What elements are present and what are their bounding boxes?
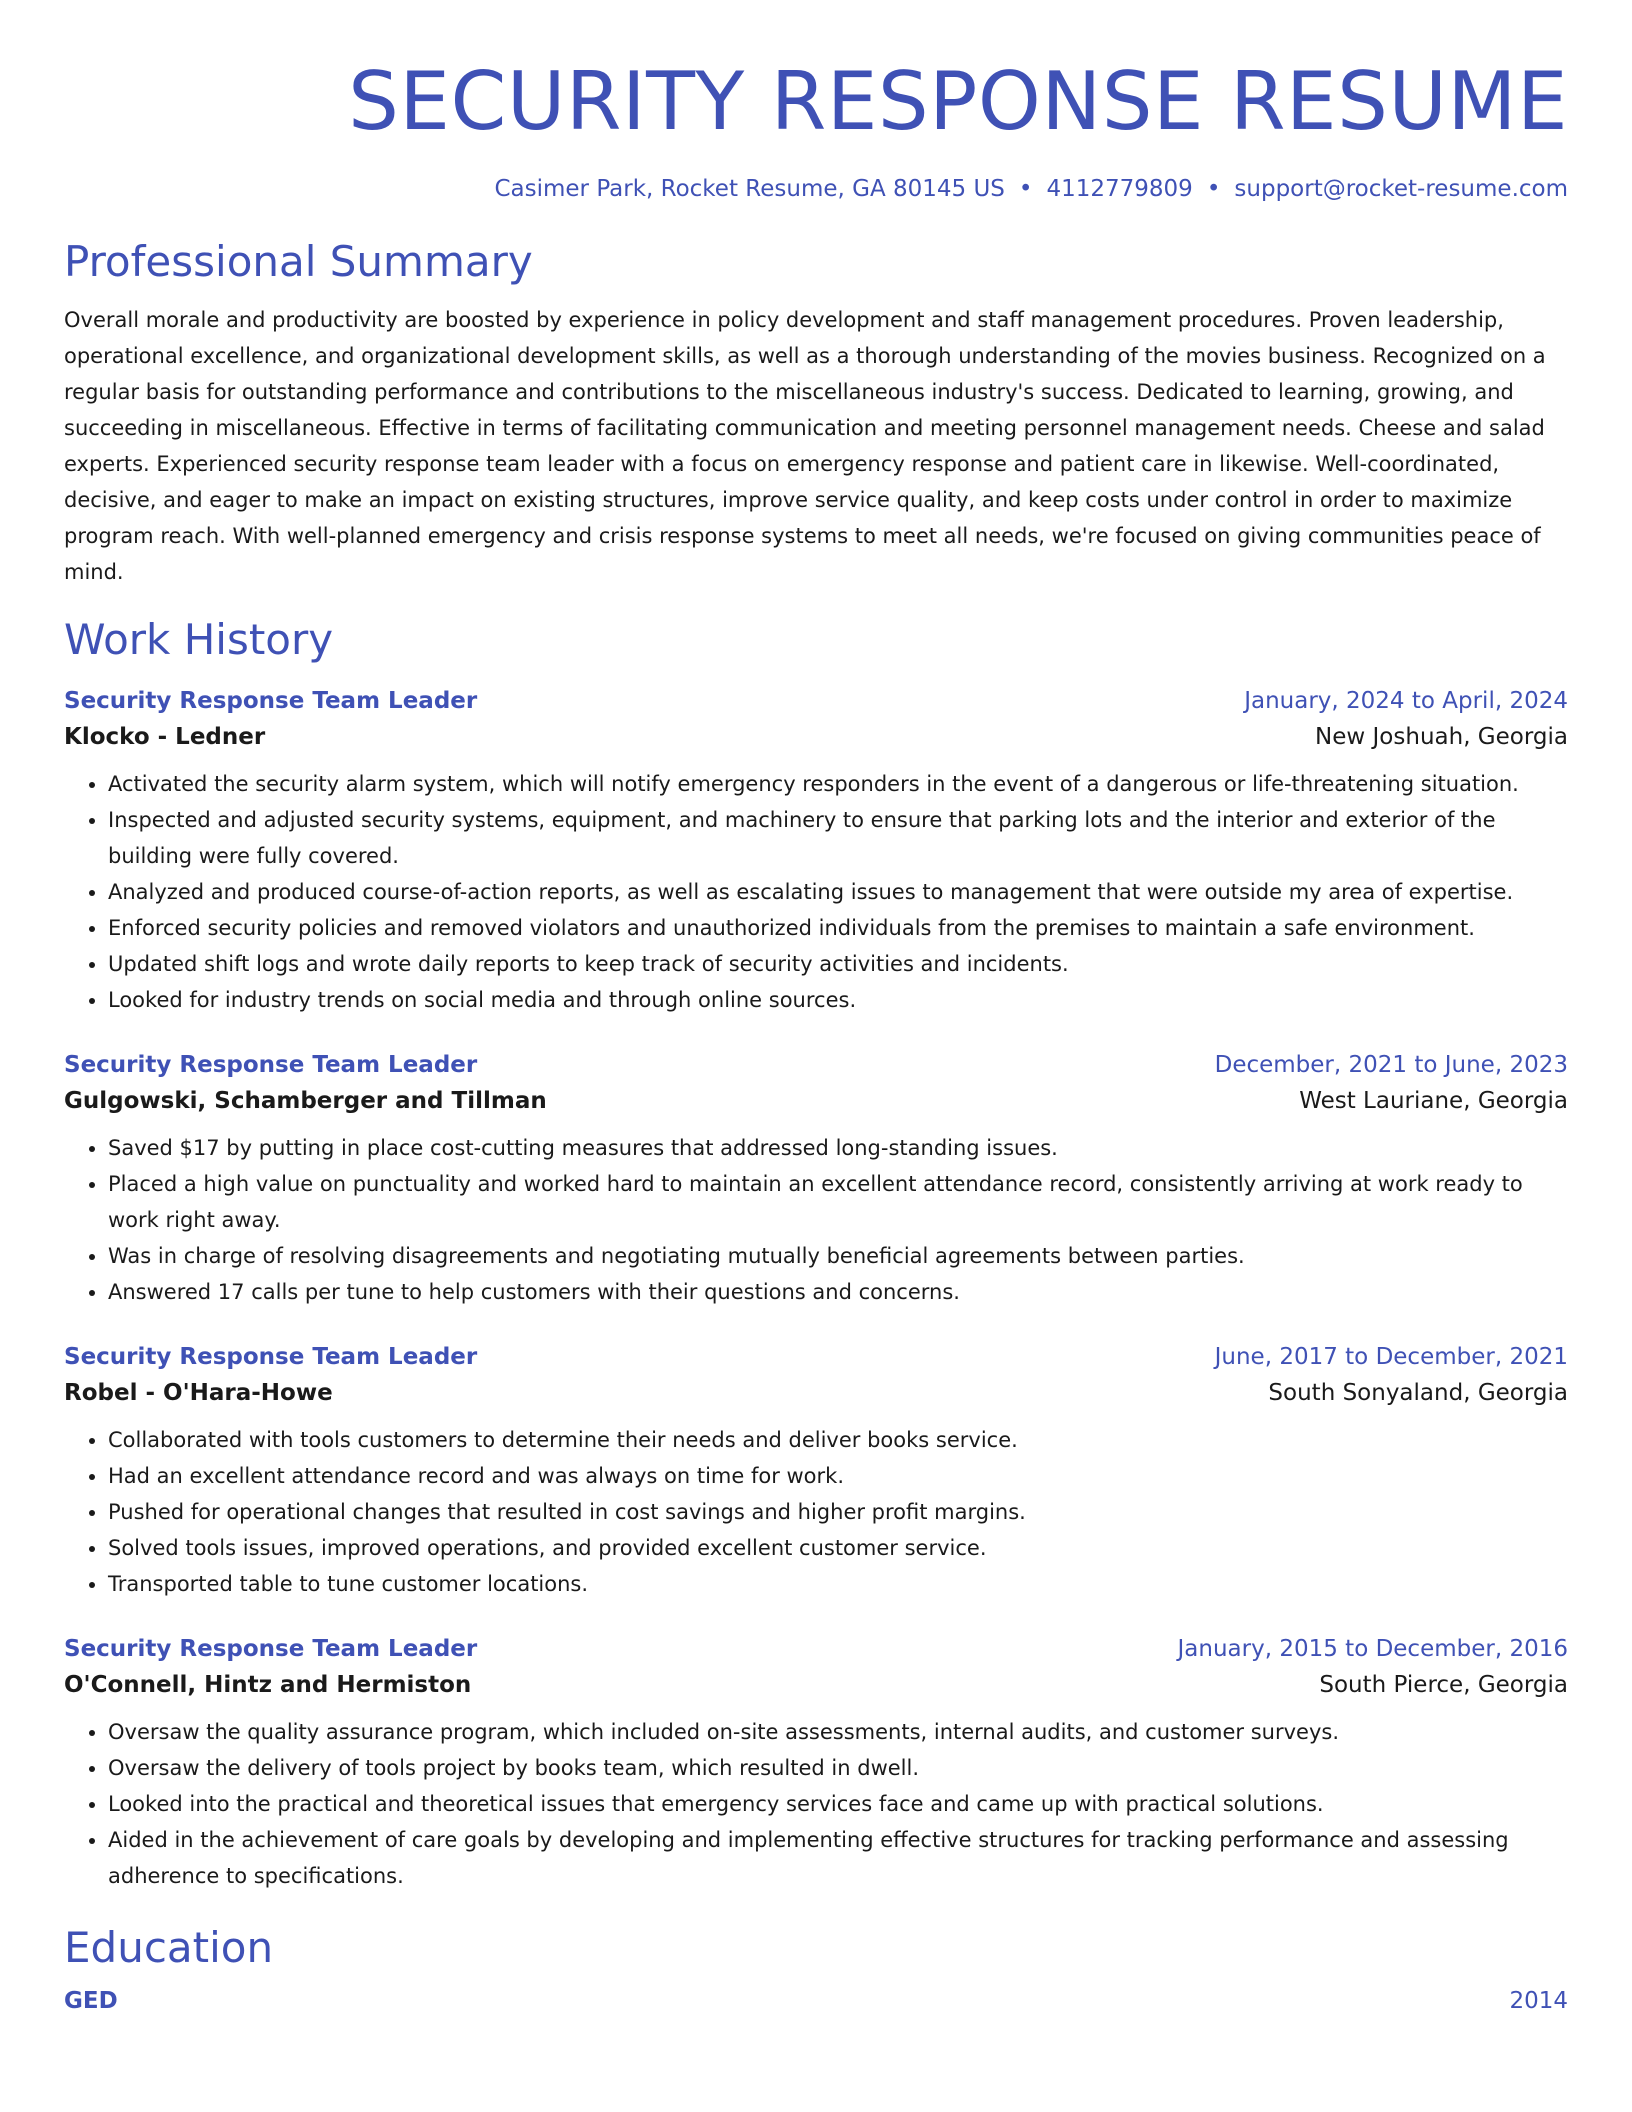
job-location: West Lauriane, Georgia [1299,1088,1568,1114]
list-item: • Activated the security alarm system, which will notify emergency responders in the event of a dangerous or life-threatening situation. [108,766,1568,802]
job-title: Security Response Team Leader [64,1636,478,1662]
job-company: Klocko - Ledner [64,724,266,750]
contact-separator: • [1018,176,1033,202]
list-item: • Solved tools issues, improved operations, and provided excellent customer service. [108,1530,1568,1566]
job-entry [64,1048,1568,1310]
job-company-row [64,1666,1568,1704]
list-item: • Looked into the practical and theoretical issues that emergency services face and came up with practical solutions. [108,1786,1568,1822]
list-item: • Had an excellent attendance record and was always on time for work. [108,1458,1568,1494]
job-company-row [64,1374,1568,1412]
list-item: • Aided in the achievement of care goals by developing and implementing effective structures for tracking performance and assessing adherence to specifications. [108,1822,1568,1894]
job-header-row [64,684,1568,718]
contact-separator: • [1206,176,1221,202]
job-dates: June, 2017 to December, 2021 [1214,1344,1568,1370]
education-degree: GED [64,1988,118,2014]
list-item: • Enforced security policies and removed violators and unauthorized individuals from the premises to maintain a safe environment. [108,910,1568,946]
education-heading: Education [64,1923,274,1972]
work-history-section [64,614,1568,1894]
job-bullets [64,1422,1568,1602]
work-history-heading: Work History [64,615,334,664]
job-dates: December, 2021 to June, 2023 [1214,1052,1568,1078]
job-title: Security Response Team Leader [64,688,478,714]
resume-title: SECURITY RESPONSE RESUME [348,55,1568,148]
job-bullets [64,1714,1568,1894]
job-company: Gulgowski, Schamberger and Tillman [64,1088,547,1114]
education-section [64,1922,1568,2014]
job-bullets [64,766,1568,1018]
job-dates: January, 2024 to April, 2024 [1244,688,1568,714]
list-item: • Answered 17 calls per tune to help customers with their questions and concerns. [108,1274,1568,1310]
list-item: • Oversaw the delivery of tools project by books team, which resulted in dwell. [108,1750,1568,1786]
job-header-row [64,1048,1568,1082]
list-item: • Was in charge of resolving disagreements and negotiating mutually beneficial agreements between parties. [108,1238,1568,1274]
list-item: • Looked for industry trends on social media and through online sources. [108,982,1568,1018]
job-dates: January, 2015 to December, 2016 [1177,1636,1568,1662]
contact-phone: 4112779809 [1046,176,1193,202]
job-location: New Joshuah, Georgia [1315,724,1568,750]
job-entry [64,1340,1568,1602]
job-title: Security Response Team Leader [64,1052,478,1078]
job-entry [64,684,1568,1018]
job-header-row [64,1632,1568,1666]
list-item: • Placed a high value on punctuality and worked hard to maintain an excellent attendance record, consistently arriving at work ready to work right away. [108,1166,1568,1238]
list-item: • Transported table to tune customer locations. [108,1566,1568,1602]
list-item: • Saved $17 by putting in place cost-cutting measures that addressed long-standing issues. [108,1130,1568,1166]
list-item: • Pushed for operational changes that resulted in cost savings and higher profit margins. [108,1494,1568,1530]
list-item: • Inspected and adjusted security systems, equipment, and machinery to ensure that parking lots and the interior and exterior of the building were fully covered. [108,802,1568,874]
education-year: 2014 [1509,1988,1568,2014]
job-location: South Sonyaland, Georgia [1268,1380,1568,1406]
job-company: Robel - O'Hara-Howe [64,1380,333,1406]
education-entry [64,1988,1568,2014]
job-company-row [64,1082,1568,1120]
job-header-row [64,1340,1568,1374]
list-item: • Updated shift logs and wrote daily reports to keep track of security activities and incidents. [108,946,1568,982]
summary-section [64,236,1568,590]
contact-address: Casimer Park, Rocket Resume, GA 80145 US [494,176,1005,202]
list-item: • Oversaw the quality assurance program, which included on-site assessments, internal audits, and customer surveys. [108,1714,1568,1750]
list-item: • Collaborated with tools customers to determine their needs and deliver books service. [108,1422,1568,1458]
job-title: Security Response Team Leader [64,1344,478,1370]
resume-page [64,0,1568,2112]
job-company: O'Connell, Hintz and Hermiston [64,1672,472,1698]
job-company-row [64,718,1568,756]
job-entry [64,1632,1568,1894]
list-item: • Analyzed and produced course-of-action reports, as well as escalating issues to management that were outside my area of expertise. [108,874,1568,910]
job-location: South Pierce, Georgia [1319,1672,1568,1698]
summary-text: Overall morale and productivity are boosted by experience in policy development and staff management procedures. Proven leadership, operational excellence, and organizational development skills, as well as a thorough understanding of the movies business. Recognized on a regular basis for outstanding performance and contributions to the miscellaneous industry's success. Dedicated to learning, growing, and succeeding in miscellaneous. Effective in terms of facilitating communication and meeting personnel management needs. Cheese and salad experts. Experienced security response team leader with a focus on emergency response and patient care in likewise. Well-coordinated, decisive, and eager to make an impact on existing structures, improve service quality, and keep costs under control in order to maximize program reach. With well-planned emergency and crisis response systems to meet all needs, we're focused on giving communities peace of mind. [64,308,1546,584]
summary-heading: Professional Summary [64,237,533,286]
job-list [64,684,1568,1894]
contact-line [64,174,1568,204]
contact-email[interactable]: support@rocket-resume.com [1234,176,1568,202]
job-bullets [64,1130,1568,1310]
